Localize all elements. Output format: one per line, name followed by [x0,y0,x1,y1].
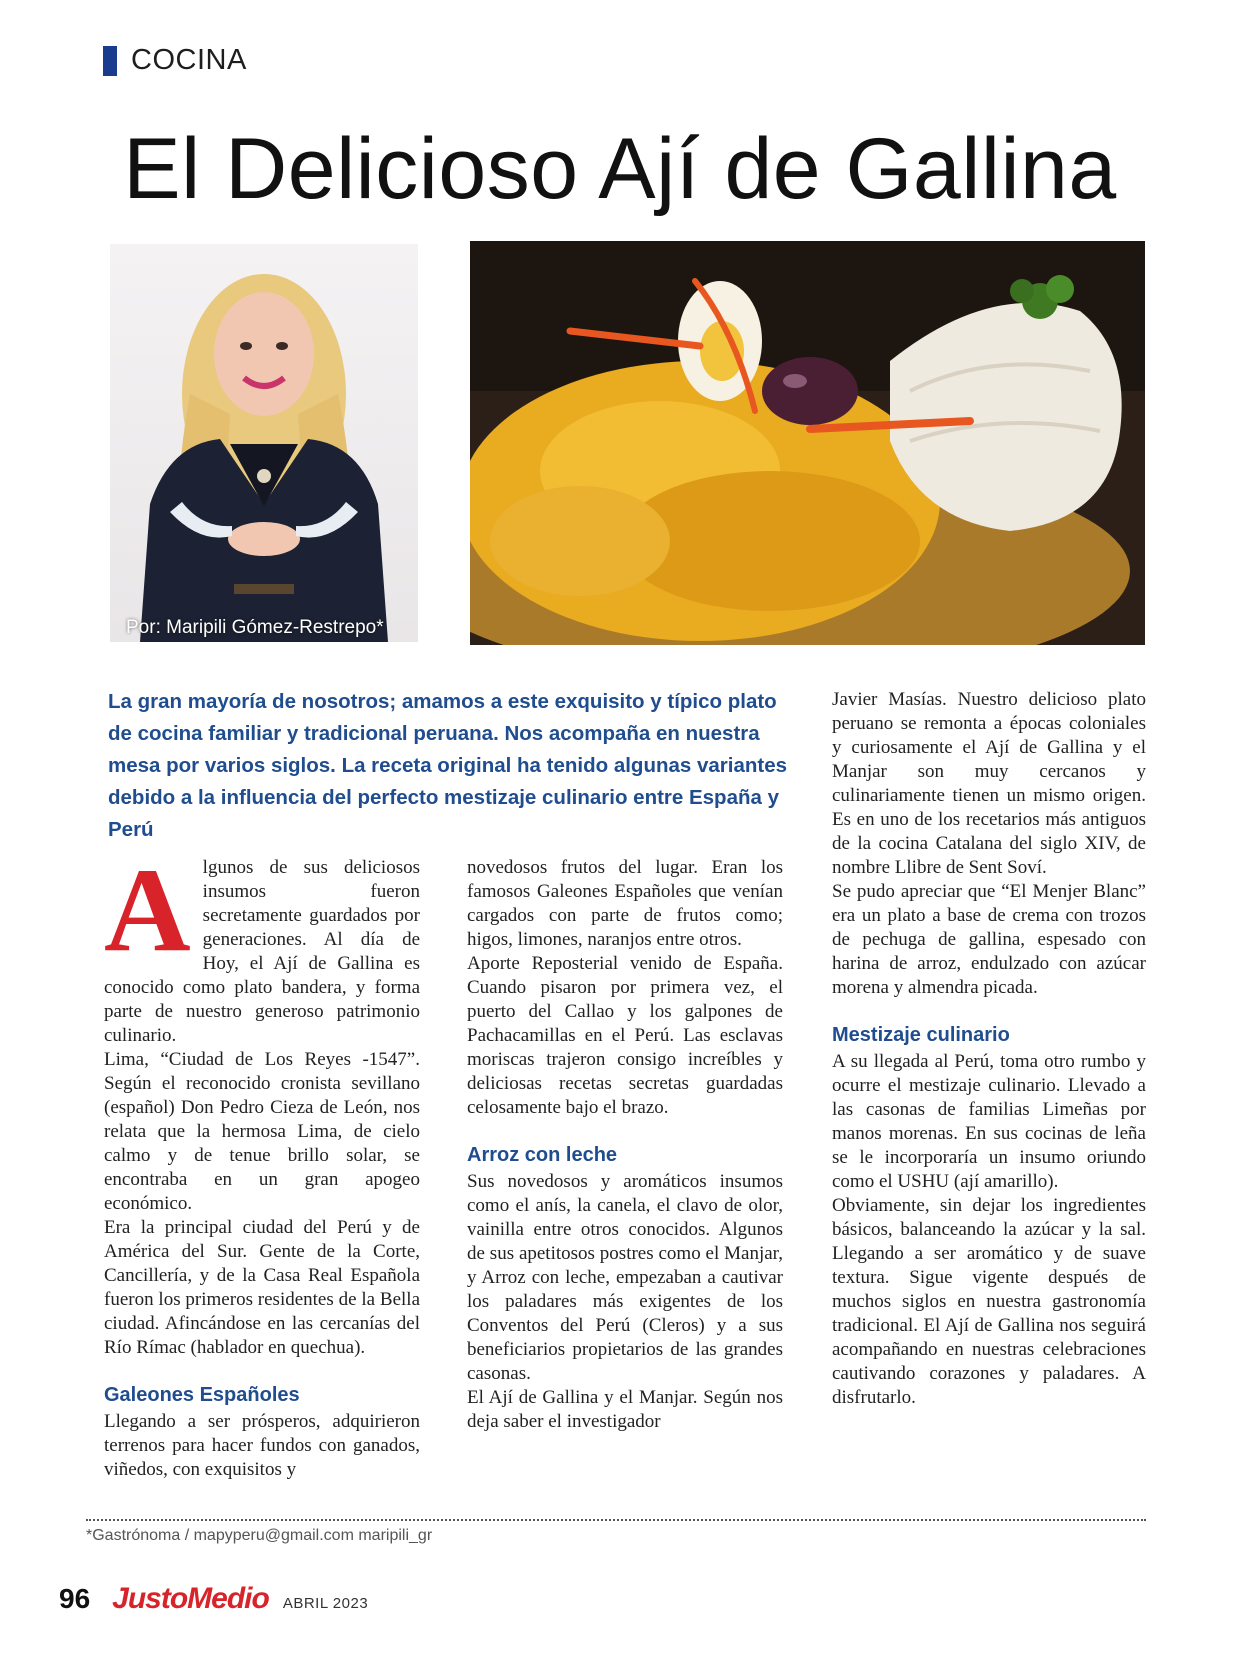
author-photo [110,244,418,642]
paragraph: Se pudo apreciar que “El Menjer Blanc” era un plato a base de crema con trozos de pechuga de gallina, espesado con harina de arroz, endulzado con azúcar morena y almendra picada. [832,881,1146,998]
page-footer [59,1582,368,1616]
lead-paragraph: La gran mayoría de nosotros; amamos a este exquisito y típico plato de cocina familiar y tradicional peruana. Nos acompaña en nuestra mesa por varios siglos. La receta original ha tenido algunas variantes debido a la influencia del perfecto mestizaje culinario entre España y Perú [108,690,788,841]
article-title: El Delicioso Ají de Gallina [123,121,1117,217]
paragraph: novedosos frutos del lugar. Eran los famosos Galeones Españoles que venían cargados con parte de frutos como; higos, limones, naranjos entre otros. [467,857,783,950]
paragraph: El Ají de Gallina y el Manjar. Según nos deja saber el investigador [467,1387,783,1432]
magazine-logo: JustoMedio [112,1582,269,1615]
footnote-divider [86,1519,1146,1521]
paragraph: Sus novedosos y aromáticos insumos como el anís, la canela, el clavo de olor, vainilla entre otros conocidos. Algunos de sus apetitosos postres como el Manjar, y Arroz con leche, empezaban a cautivar los paladares más exigentes de los Conventos del Perú (Cleros) y a sus beneficiarios propietarios de las grandes casonas. [467,1171,783,1384]
section-bar [103,46,117,76]
paragraph-text: lgunos de sus deliciosos insumos fueron secretamente guardados por generaciones. Al día de Hoy, el Ají de Gallina es conocido como plato bandera, y forma parte de nuestro generoso patrimonio culinario. [104,857,420,1046]
section-tag [103,44,247,77]
subheading-mestizaje: Mestizaje culinario [832,1024,1010,1046]
page-number: 96 [59,1583,91,1614]
issue-date: ABRIL 2023 [282,1595,369,1612]
paragraph: Javier Masías. Nuestro delicioso plato peruano se remonta a épocas coloniales y curiosamente el Ají de Gallina y el Manjar son muy cercanos y culinariamente tienen un mismo origen. Es en uno de los recetarios más antiguos de la cocina Catalana del siglo XIV, de nombre Llibre de Sent Soví. [832,689,1146,878]
subheading-galeones: Galeones Españoles [104,1384,300,1406]
section-label: COCINA [131,44,247,76]
footnote: *Gastrónoma / mapyperu@gmail.com maripili_gr [86,1527,433,1544]
photo-caption: Por: Maripili Gómez-Restrepo* [126,617,384,638]
paragraph: Obviamente, sin dejar los ingredientes básicos, balanceando la azúcar y la sal. Llegando a ser aromático y de suave textura. Sigue vigente después de muchos siglos en nuestra gastronomía tradicional. El Ají de Gallina nos seguirá acompañando en nuestras celebraciones cautivando corazones y paladares. A disfrutarlo. [832,1195,1146,1408]
opening-paragraph [104,843,420,1048]
paragraph: Llegando a ser prósperos, adquirieron terrenos para hacer fundos con ganados, viñedos, con exquisitos y [104,1411,420,1480]
column-3 [832,688,1146,1410]
paragraph: A su llegada al Perú, toma otro rumbo y ocurre el mestizaje culinario. Llevado a las casonas de familias Limeñas por manos morenas. En sus cocinas de leña se le incorporaría un insumo oriundo como el USHU (ají amarillo). [832,1051,1146,1192]
paragraph: Era la principal ciudad del Perú y de América del Sur. Gente de la Corte, Cancillería, y de la Casa Real Española fueron los primeros residentes de la Bella ciudad. Afincándose en las cercanías del Río Rímac (hablador en quechua). [104,1217,420,1358]
subheading-arroz: Arroz con leche [467,1144,618,1166]
paragraph: Lima, “Ciudad de Los Reyes -1547”. Según el reconocido cronista sevillano (español) Don Pedro Cieza de León, nos relata que la hermosa Lima, de cielo calmo y de tenue brillo solar, se encontraba en un gran apogeo económico. [104,1049,420,1214]
drop-cap: A [104,843,191,976]
dish-photo [470,241,1145,645]
column-1 [104,843,420,1482]
column-2 [467,856,783,1434]
paragraph: Aporte Reposterial venido de España. Cuando pisaron por primera vez, el puerto del Callao y los galpones de Pachacamillas en el Perú. Las esclavas moriscas trajeron consigo increíbles y deliciosas recetas secretas guardadas celosamente bajo el brazo. [467,953,783,1118]
